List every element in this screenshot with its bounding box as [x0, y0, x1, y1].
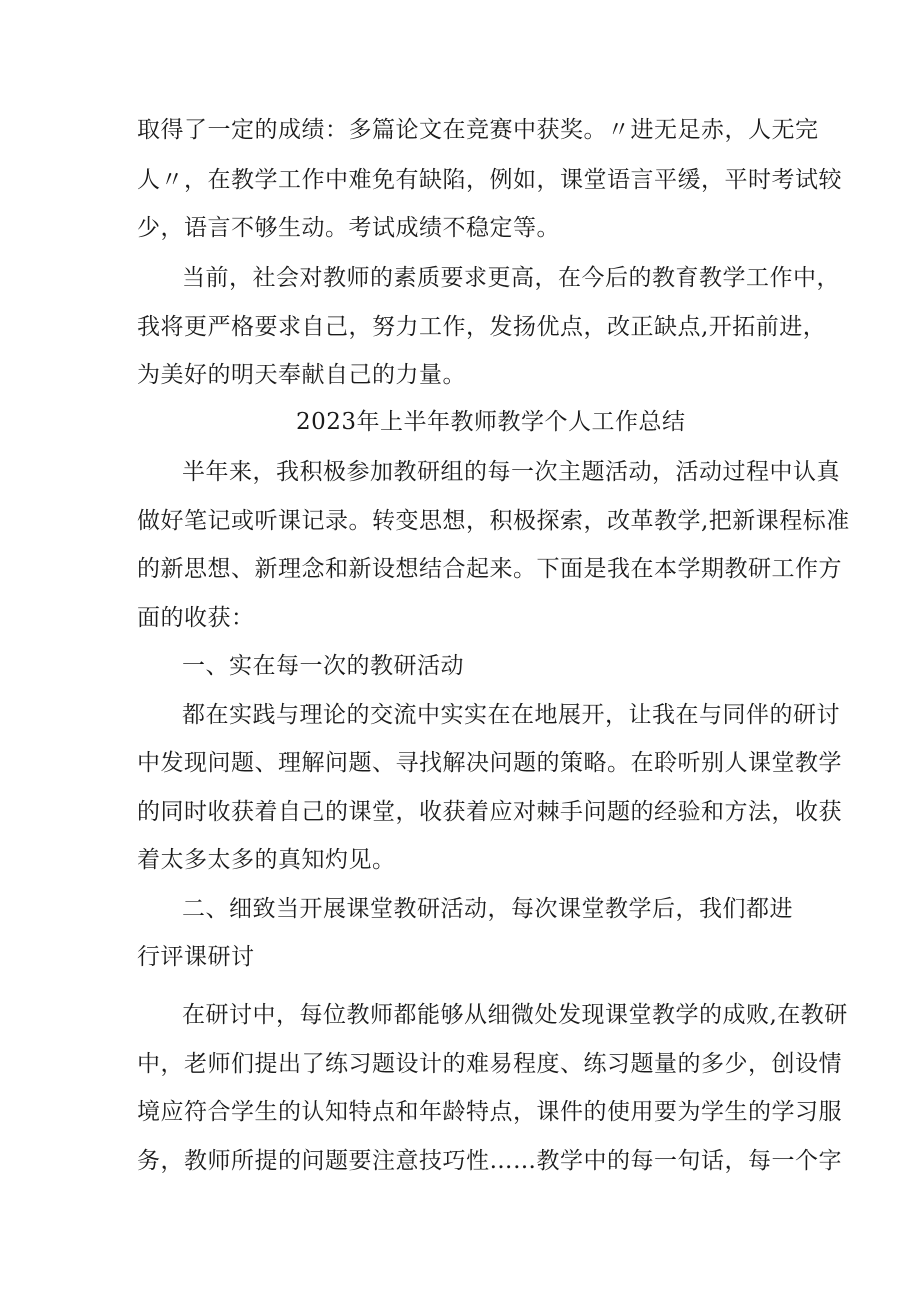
subheading: 二、细致当开展课堂教研活动，每次课堂教学后，我们都进	[182, 896, 793, 922]
text-line: 少，语言不够生动。考试成绩不稳定等。	[137, 215, 560, 241]
text-line: 务，教师所提的问题要注意技巧性……教学中的每一句话，每一个字	[137, 1148, 842, 1174]
text-line: 的新思想、新理念和新设想结合起来。下面是我在本学期教研工作方	[137, 556, 842, 582]
subheading: 一、实在每一次的教研活动	[182, 653, 464, 679]
text-line: 做好笔记或听课记录。转变思想，积极探索，改革教学,把新课程标准	[137, 508, 850, 534]
text-line: 我将更严格要求自己，努力工作，发扬优点，改正缺点,开拓前进，	[137, 314, 827, 340]
text-line: 中发现问题、理解问题、寻找解决问题的策略。在聆听别人课堂教学	[137, 750, 842, 776]
section-title: 2023年上半年教师教学个人工作总结	[296, 409, 686, 435]
text-line: 面的收获：	[137, 605, 255, 631]
text-line: 当前，社会对教师的素质要求更高，在今后的教育教学工作中，	[182, 265, 840, 291]
text-line: 取得了一定的成绩：多篇论文在竞赛中获奖。〃进无足赤，人无完	[137, 117, 819, 143]
text-line: 在研讨中，每位教师都能够从细微处发现课堂教学的成败,在教研	[182, 1002, 848, 1028]
text-line: 为美好的明天奉献自己的力量。	[137, 362, 466, 388]
text-line: 中，老师们提出了练习题设计的难易程度、练习题量的多少，创设情	[137, 1051, 842, 1077]
text-line: 着太多太多的真知灼见。	[137, 847, 396, 873]
text-line: 境应符合学生的认知特点和年龄特点，课件的使用要为学生的学习服	[137, 1099, 842, 1125]
text-line: 都在实践与理论的交流中实实在在地展开，让我在与同伴的研讨	[182, 702, 840, 728]
subheading-continued: 行评课研讨	[137, 944, 255, 970]
text-line: 人〃，在教学工作中难免有缺陷，例如，课堂语言平缓，平时考试较	[137, 167, 842, 193]
text-line: 半年来，我积极参加教研组的每一次主题活动，活动过程中认真	[182, 459, 840, 485]
text-line: 的同时收获着自己的课堂，收获着应对棘手问题的经验和方法，收获	[137, 799, 842, 825]
